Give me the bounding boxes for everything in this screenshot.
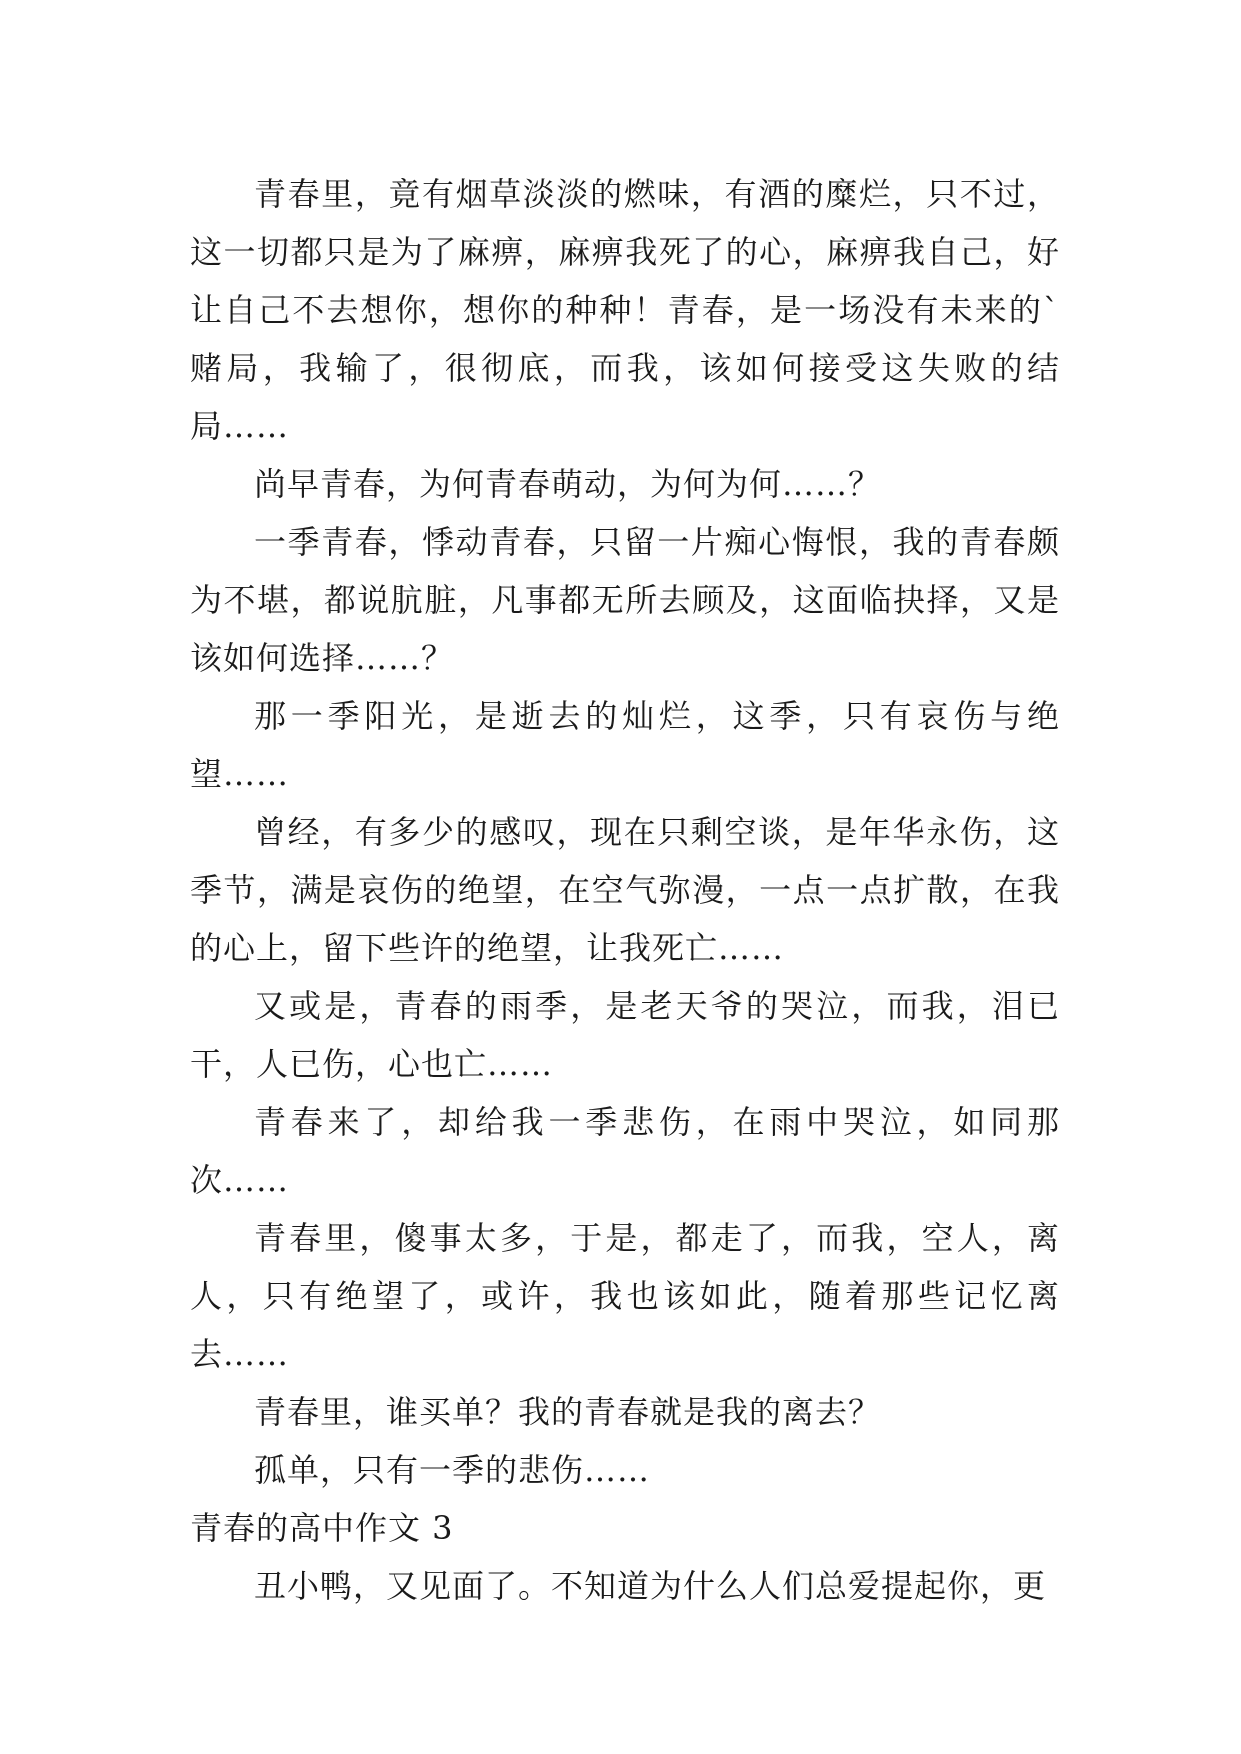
essay-body — [190, 165, 1060, 1615]
paragraph-9: 青春里，谁买单？我的青春就是我的离去？ — [254, 1393, 882, 1431]
section-heading: 青春的高中作文 3 — [190, 1509, 454, 1547]
paragraph-5: 曾经，有多少的感叹，现在只剩空谈，是年华永伤，这季节，满是哀伤的绝望，在空气弥漫，一点一点扩散，在我的心上，留下些许的绝望，让我死亡…… — [190, 813, 1060, 967]
paragraph-3: 一季青春，悸动青春，只留一片痴心悔恨，我的青春颇为不堪，都说肮脏，凡事都无所去顾及，这面临抉择，又是该如何选择……？ — [190, 523, 1060, 677]
paragraph-1: 青春里，竟有烟草淡淡的燃味，有酒的糜烂，只不过，这一切都只是为了麻痹，麻痹我死了的心，麻痹我自己，好让自己不去想你，想你的种种！青春，是一场没有未来的`赌局，我输了，很彻底，而我，该如何接受这失败的结局…… — [190, 175, 1060, 445]
paragraph-4: 那一季阳光，是逝去的灿烂，这季，只有哀伤与绝望…… — [190, 697, 1060, 793]
paragraph-6: 又或是，青春的雨季，是老天爷的哭泣，而我，泪已干，人已伤，心也亡…… — [190, 987, 1060, 1083]
paragraph-7: 青春来了，却给我一季悲伤，在雨中哭泣，如同那次…… — [190, 1103, 1060, 1199]
paragraph-10: 孤单，只有一季的悲伤…… — [254, 1451, 651, 1489]
paragraph-after-heading: 丑小鸭，又见面了。不知道为什么人们总爱提起你，更 — [254, 1567, 1047, 1605]
paragraph-2: 尚早青春，为何青春萌动，为何为何……？ — [254, 465, 882, 503]
paragraph-8: 青春里，傻事太多，于是，都走了，而我，空人，离人，只有绝望了，或许，我也该如此，随着那些记忆离去…… — [190, 1219, 1060, 1373]
